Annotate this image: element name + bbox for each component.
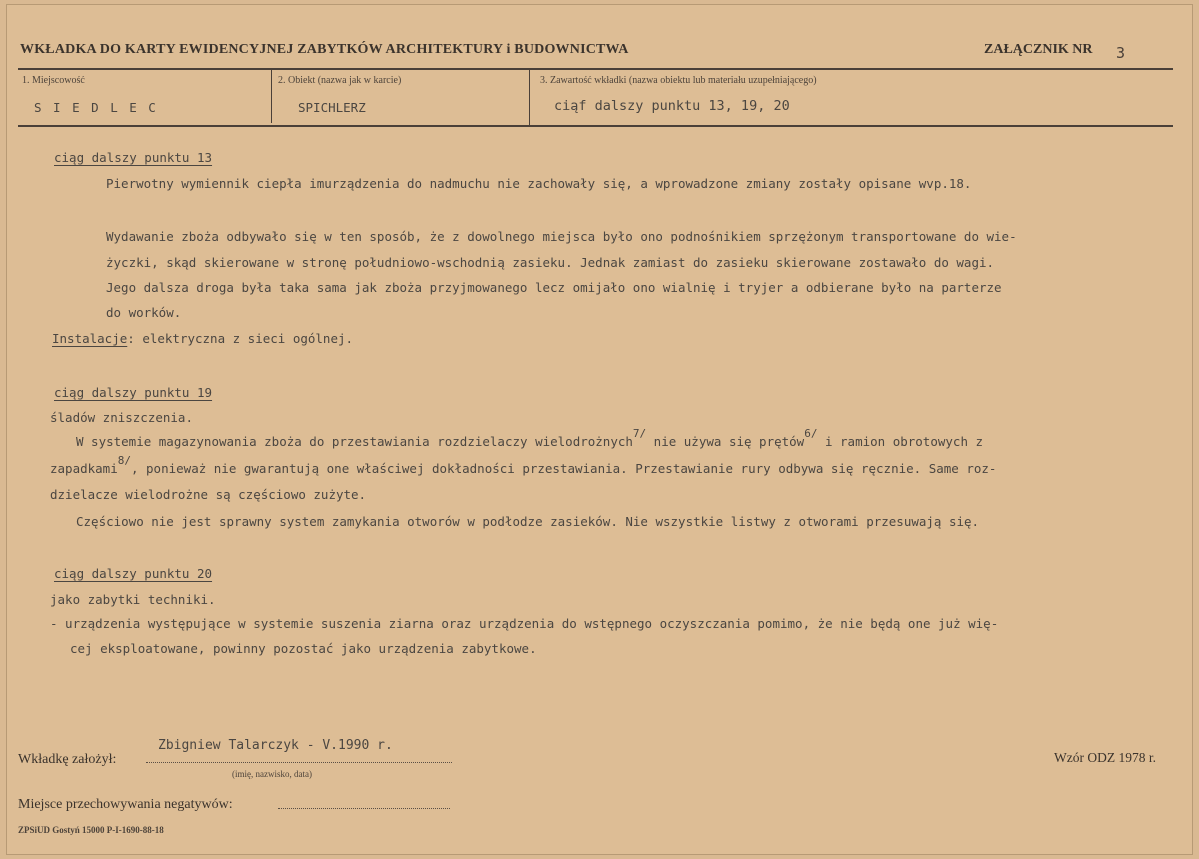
author-dotted-line — [146, 762, 452, 763]
s19-line-2b: nie używa się prętów — [646, 434, 805, 449]
content-value: ciąf dalszy punktu 13, 19, 20 — [554, 98, 790, 114]
s19-line-3b: , ponieważ nie gwarantują one właściwej dokładności przestawiania. Przestawianie rury odbywa się ręcznie. Same roz- — [130, 461, 997, 476]
installations-label: Instalacje — [52, 331, 128, 346]
attachment-number: 3 — [1116, 44, 1126, 62]
installations-text: : elektryczna z sieci ogólnej. — [127, 331, 354, 346]
locality-value: S I E D L E C — [34, 100, 158, 115]
s13-line-2: Wydawanie zboża odbywało się w ten sposób, że z dowolnego miejsca było ono podnośnikiem sprzężonym transportowane do wie- — [106, 229, 1017, 244]
body-text — [50, 0, 1180, 700]
footnote-8: 8/ — [117, 454, 131, 467]
negatives-label: Miejsce przechowywania negatywów: — [18, 797, 233, 812]
s19-line-4: dzielacze wielodrożne są częściowo zużyte. — [50, 487, 367, 502]
s13-line-3: życzki, skąd skierowane w stronę południowo-wschodnią zasieku. Jednak zamiast do zasieku skierowane zostawało do wagi. — [106, 255, 995, 270]
s13-line-5: do worków. — [106, 305, 182, 320]
printer-imprint: ZPSiUD Gostyń 15000 P-I-1690-88-18 — [18, 825, 164, 835]
s19-line-2c: i ramion obrotowych z — [817, 434, 984, 449]
negatives-dotted-line — [278, 808, 450, 809]
object-value: SPICHLERZ — [298, 100, 366, 115]
form-title: WKŁADKA DO KARTY EWIDENCYJNEJ ZABYTKÓW ARCHITEKTURY i BUDOWNICTWA — [20, 42, 629, 57]
s19-line-3a: zapadkami — [50, 461, 118, 476]
s19-line-2 — [76, 427, 984, 449]
attachment-label: ZAŁĄCZNIK NR — [984, 42, 1093, 57]
author-value: Zbigniew Talarczyk - V.1990 r. — [158, 738, 393, 753]
s19-line-3 — [50, 454, 997, 476]
content-label: 3. Zawartość wkładki (nazwa obiektu lub materiału uzupełniającego) — [540, 75, 817, 86]
installations-line — [52, 331, 353, 346]
locality-label: 1. Miejscowość — [22, 75, 85, 86]
author-hint: (imię, nazwisko, data) — [232, 769, 312, 779]
s20-line-1: jako zabytki techniki. — [50, 592, 216, 607]
s19-line-1: śladów zniszczenia. — [50, 410, 193, 425]
s13-line-4: Jego dalsza droga była taka sama jak zboża przyjmowanego lecz omijało ono wialnię i tryjer a odbierane było na parterze — [106, 280, 1002, 295]
template-version: Wzór ODZ 1978 r. — [1054, 750, 1156, 765]
author-label: Wkładkę założył: — [18, 752, 117, 767]
footnote-6: 6/ — [804, 427, 818, 440]
section-20-heading: ciąg dalszy punktu 20 — [54, 566, 213, 581]
s19-line-2a: W systemie magazynowania zboża do przestawiania rozdzielaczy wielodrożnych — [76, 434, 633, 449]
object-label: 2. Obiekt (nazwa jak w karcie) — [278, 75, 402, 86]
section-19-heading: ciąg dalszy punktu 19 — [54, 385, 213, 400]
footnote-7: 7/ — [632, 427, 647, 440]
section-13-heading: ciąg dalszy punktu 13 — [54, 150, 213, 165]
s19-line-5: Częściowo nie jest sprawny system zamykania otworów w podłodze zasieków. Nie wszystkie listwy z otworami przesuwają się. — [76, 514, 980, 529]
s20-line-3: cej eksploatowane, powinny pozostać jako urządzenia zabytkowe. — [70, 641, 537, 656]
s20-line-2: - urządzenia występujące w systemie suszenia ziarna oraz urządzenia do wstępnego oczyszczania pomimo, że nie będą one już wię- — [50, 616, 999, 631]
s13-line-1: Pierwotny wymiennik ciepła imurządzenia do nadmuchu nie zachowały się, a wprowadzone zmiany zostały opisane wvp.18. — [106, 176, 972, 191]
